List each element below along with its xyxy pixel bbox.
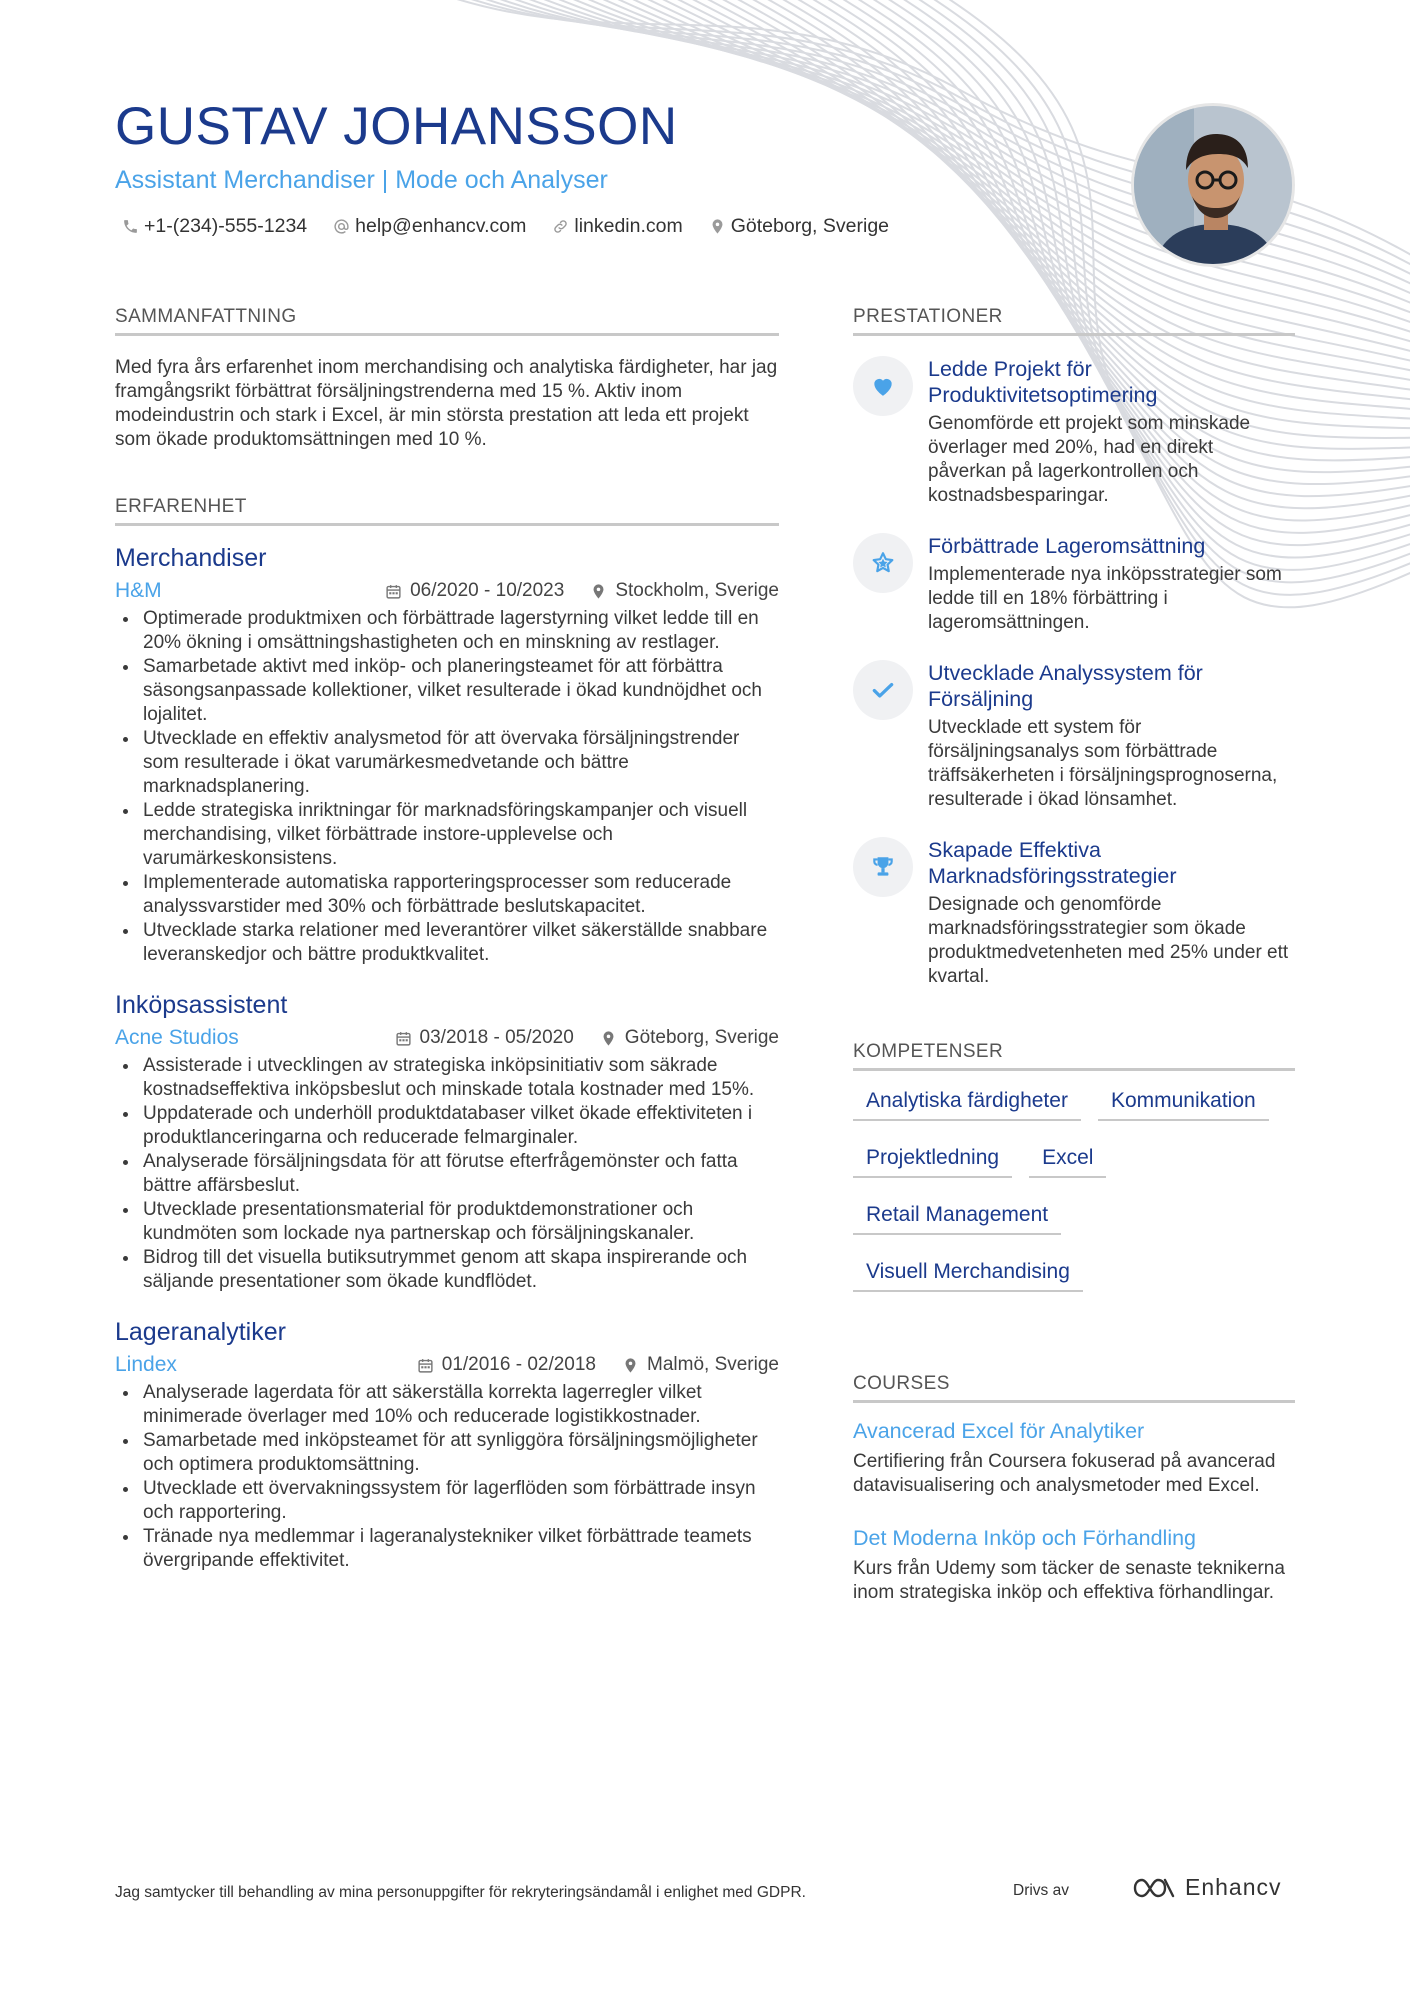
- course-desc: Kurs från Udemy som täcker de senaste teknikerna inom strategiska inköp och effektiva förhandlingar.: [853, 1558, 1285, 1603]
- job-bullet: Utvecklade en effektiv analysmetod för att övervaka försäljningstrender som resulterade i ökat varumärkesmedvetande och bättre marknadsplanering.: [115, 727, 779, 799]
- job-bullet: Samarbetade aktivt med inköp- och planeringsteamet för att förbättra säsongsanpassade kollektioner, vilket resulterade i ökad kundnöjdhet och lojalitet.: [115, 655, 779, 727]
- course-item: [853, 1419, 1295, 1498]
- job-meta: [115, 1026, 779, 1050]
- achievement-item: [853, 660, 1295, 812]
- achievements-heading: PRESTATIONER: [853, 306, 1295, 336]
- achievement-title: Förbättrade Lageromsättning: [928, 534, 1206, 558]
- job-bullets: [115, 607, 779, 967]
- left-column: [115, 306, 779, 1599]
- job-entry: [115, 991, 779, 1294]
- enhancv-logo[interactable]: [1131, 1874, 1282, 1901]
- achievement-list: [853, 356, 1295, 989]
- summary-text: Med fyra års erfarenhet inom merchandising och analytiska färdigheter, har jag framgångsrikt förbättrat försäljningstrenderna med 15 %. Aktiv inom modeindustrin och stark i Excel, är min största prestation att leda ett projekt som ökade produktomsättningen med 10 %.: [115, 357, 778, 450]
- job-title: Lageranalytiker: [115, 1318, 286, 1346]
- job-bullets: [115, 1381, 779, 1573]
- course-title: Det Moderna Inköp och Förhandling: [853, 1526, 1197, 1550]
- contact-linkedin[interactable]: [552, 215, 682, 238]
- right-column: [853, 306, 1295, 1633]
- course-desc: Certifiering från Coursera fokuserad på avancerad datavisualisering och analysmetoder med Excel.: [853, 1451, 1276, 1496]
- courses-section: [853, 1373, 1295, 1605]
- star-icon: [853, 533, 913, 593]
- at-icon: [333, 218, 350, 235]
- course-list: [853, 1419, 1295, 1605]
- achievement-body: [928, 356, 1295, 508]
- job-location-text: Stockholm, Sverige: [615, 580, 779, 601]
- trophy-icon: [853, 837, 913, 897]
- job-bullet: Ledde strategiska inriktningar för marknadsföringskampanjer och visuell merchandising, vilket förbättrade instore-upplevelse och varumärkeskonsistens.: [115, 799, 779, 871]
- achievement-title: Ledde Projekt för Produktivitetsoptimering: [928, 357, 1158, 407]
- job-bullet: Assisterade i utvecklingen av strategiska inköpsinitiativ som säkrade kostnadseffektiva inköpsbeslut och minskade totala kostnader med 15%.: [115, 1054, 779, 1102]
- contact-location: [709, 215, 889, 238]
- location-text: Göteborg, Sverige: [730, 215, 890, 237]
- achievement-item: [853, 533, 1295, 635]
- skill-tag: Projektledning: [853, 1144, 1012, 1178]
- location-pin-icon: [622, 1357, 639, 1374]
- company-name: Lindex: [115, 1353, 177, 1376]
- course-item: [853, 1526, 1295, 1605]
- experience-heading: ERFARENHET: [115, 496, 779, 526]
- job-bullet: Utvecklade ett övervakningssystem för lagerflöden som förbättrade insyn och rapportering.: [115, 1477, 779, 1525]
- job-dates-text: 06/2020 - 10/2023: [410, 580, 565, 601]
- skill-tag: Analytiska färdigheter: [853, 1087, 1081, 1121]
- achievement-body: [928, 837, 1295, 989]
- job-title: Merchandiser: [115, 544, 267, 572]
- course-title: Avancerad Excel för Analytiker: [853, 1419, 1145, 1443]
- candidate-name: GUSTAV JOHANSSON: [115, 97, 678, 156]
- job-dates: [417, 1354, 596, 1376]
- job-meta: [115, 579, 779, 603]
- achievement-title: Utvecklade Analyssystem för Försäljning: [928, 661, 1203, 711]
- skill-tag: Kommunikation: [1098, 1087, 1269, 1121]
- job-bullet: Implementerade automatiska rapporteringsprocesser som reducerade analyssvarstider med 30% och förbättrade beslutskapacitet.: [115, 871, 779, 919]
- job-bullet: Samarbetade med inköpsteamet för att synliggöra försäljningsmöjligheter och optimera produktomsättning.: [115, 1429, 779, 1477]
- achievements-section: [853, 306, 1295, 989]
- job-bullet: Tränade nya medlemmar i lageranalystekniker vilket förbättrade teamets övergripande effektivitet.: [115, 1525, 779, 1573]
- location-pin-icon: [709, 218, 726, 235]
- job-dates-text: 03/2018 - 05/2020: [419, 1027, 574, 1048]
- job-meta-right: [369, 1027, 779, 1049]
- calendar-icon: [417, 1357, 434, 1374]
- job-dates: [385, 580, 564, 602]
- profile-photo: [1131, 103, 1295, 267]
- skill-tag: Excel: [1029, 1144, 1106, 1178]
- job-bullet: Analyserade lagerdata för att säkerställa korrekta lagerregler vilket minimerade överlager med 10% och reducerade logistikkostnader.: [115, 1381, 779, 1429]
- job-entry: [115, 544, 779, 967]
- job-bullet: Utvecklade starka relationer med leverantörer vilket säkerställde snabbare leveranskedjor och bättre produktkvalitet.: [115, 919, 779, 967]
- experience-section: [115, 496, 779, 1573]
- heart-icon: [853, 356, 913, 416]
- contact-phone[interactable]: [122, 215, 307, 238]
- job-bullet: Optimerade produktmixen och förbättrade lagerstyrning vilket ledde till en 20% ökning i omsättningshastigheten och en minskning av restlager.: [115, 607, 779, 655]
- achievement-body: [928, 660, 1295, 812]
- job-location-text: Göteborg, Sverige: [624, 1027, 779, 1048]
- calendar-icon: [395, 1030, 412, 1047]
- link-icon: [552, 218, 569, 235]
- skill-tag: Visuell Merchandising: [853, 1258, 1083, 1292]
- achievement-desc: Utvecklade ett system för försäljningsanalys som förbättrade träffsäkerheten i försäljningsprognoserna, resulterade i ökad lönsamhet.: [928, 717, 1278, 810]
- job-bullet: Bidrog till det visuella butiksutrymmet genom att skapa inspirerande och säljande presentationer som ökade kundflödet.: [115, 1246, 779, 1294]
- company-name: H&M: [115, 579, 162, 602]
- summary-section: [115, 306, 779, 452]
- job-bullet: Uppdaterade och underhöll produktdatabaser vilket ökade effektiviteten i produktlanceringarna och reducerade felmarginaler.: [115, 1102, 779, 1150]
- achievement-body: [928, 533, 1295, 635]
- location-pin-icon: [590, 583, 607, 600]
- achievement-item: [853, 837, 1295, 989]
- phone-text: +1-(234)-555-1234: [144, 215, 308, 237]
- job-location: [590, 580, 779, 602]
- job-bullets: [115, 1054, 779, 1294]
- job-title: Inköpsassistent: [115, 991, 288, 1019]
- enhancv-logo-icon: [1131, 1875, 1177, 1901]
- job-location: [600, 1027, 779, 1049]
- job-meta-right: [391, 1354, 779, 1376]
- summary-heading: SAMMANFATTNING: [115, 306, 779, 336]
- courses-heading: COURSES: [853, 1373, 1295, 1403]
- skills-section: [853, 1041, 1295, 1315]
- job-location: [622, 1354, 779, 1376]
- candidate-title: Assistant Merchandiser | Mode och Analyser: [115, 166, 608, 194]
- achievement-desc: Genomförde ett projekt som minskade överlager med 20%, had en direkt påverkan på lagerkontrollen och kostnadsbesparingar.: [928, 413, 1251, 506]
- achievement-title: Skapade Effektiva Marknadsföringsstrategier: [928, 838, 1177, 888]
- phone-icon: [122, 218, 139, 235]
- brand-name: Enhancv: [1185, 1874, 1282, 1900]
- linkedin-text: linkedin.com: [574, 215, 683, 237]
- achievement-item: [853, 356, 1295, 508]
- job-meta: [115, 1353, 779, 1377]
- job-entry: [115, 1318, 779, 1573]
- job-location-text: Malmö, Sverige: [647, 1354, 779, 1375]
- check-icon: [853, 660, 913, 720]
- job-bullet: Analyserade försäljningsdata för att förutse efterfrågemönster och fatta bättre affärsbeslut.: [115, 1150, 779, 1198]
- job-bullet: Utvecklade presentationsmaterial för produktdemonstrationer och kundmöten som lockade nya partnerskap och försäljningskanaler.: [115, 1198, 779, 1246]
- calendar-icon: [385, 583, 402, 600]
- job-list: [115, 544, 779, 1573]
- job-meta-right: [359, 580, 779, 602]
- skill-tag: Retail Management: [853, 1201, 1061, 1235]
- job-dates-text: 01/2016 - 02/2018: [441, 1354, 596, 1375]
- achievement-desc: Designade och genomförde marknadsföringsstrategier som ökade produktmedvetenheten med 25% under ett kvartal.: [928, 894, 1289, 987]
- skills-heading: KOMPETENSER: [853, 1041, 1295, 1071]
- job-dates: [395, 1027, 574, 1049]
- location-pin-icon: [600, 1030, 617, 1047]
- powered-by-label: Drivs av: [1013, 1882, 1069, 1899]
- company-name: Acne Studios: [115, 1026, 239, 1049]
- contact-email[interactable]: [333, 215, 526, 238]
- achievement-desc: Implementerade nya inköpsstrategier som ledde till en 18% förbättring i lageromsättningen.: [928, 564, 1282, 633]
- contact-bar: [122, 215, 915, 238]
- email-text: help@enhancv.com: [355, 215, 527, 237]
- skill-list: [853, 1087, 1295, 1315]
- gdpr-consent: Jag samtycker till behandling av mina personuppgifter för rekryteringsändamål i enlighet med GDPR.: [115, 1884, 806, 1901]
- person-portrait-icon: [1134, 106, 1295, 267]
